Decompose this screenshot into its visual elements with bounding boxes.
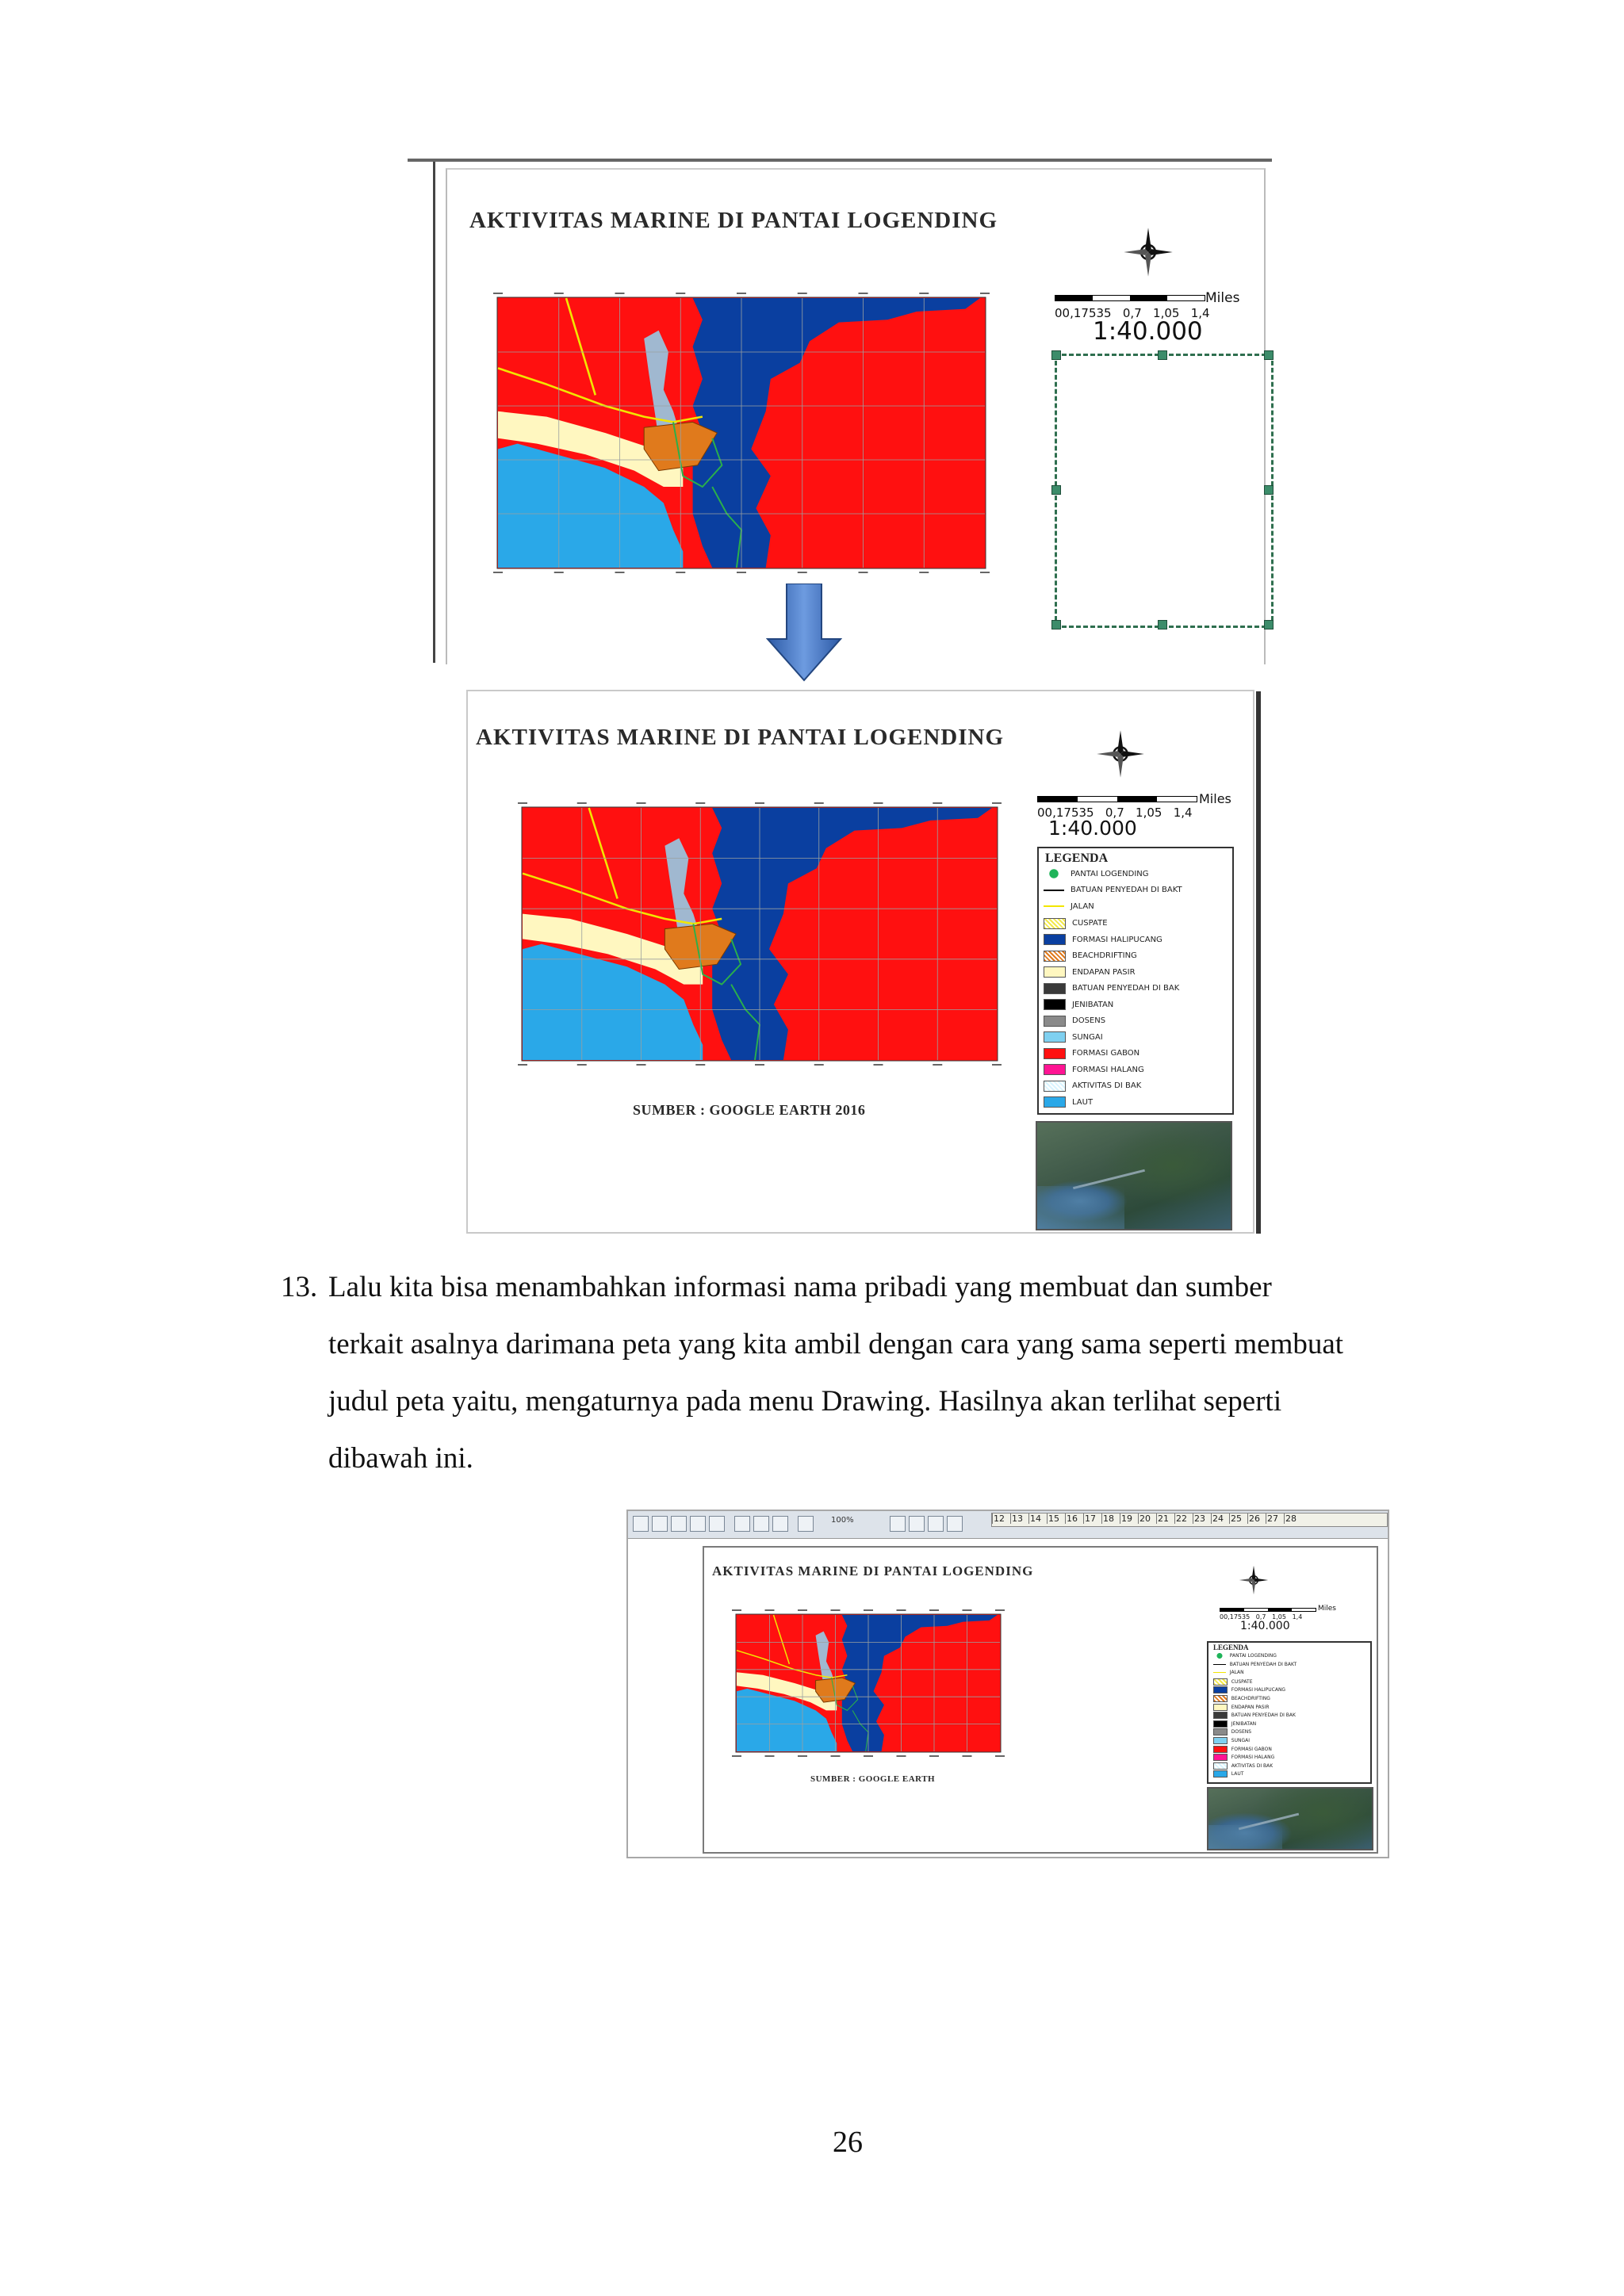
ruler-tick-label: 14 bbox=[1028, 1513, 1047, 1524]
legend-swatch bbox=[1044, 966, 1066, 978]
coordinate-tick bbox=[874, 1064, 883, 1066]
legend-item bbox=[1044, 918, 1108, 929]
coordinate-tick bbox=[615, 572, 625, 573]
tool-button[interactable] bbox=[753, 1516, 769, 1532]
legend-label: DOSENS bbox=[1072, 1016, 1106, 1025]
legend-swatch bbox=[1044, 934, 1066, 945]
legend-swatch bbox=[1213, 1754, 1228, 1761]
legend-swatch bbox=[1044, 983, 1066, 994]
coordinate-tick bbox=[798, 1609, 807, 1611]
satellite-thumbnail bbox=[1207, 1787, 1373, 1850]
coordinate-tick bbox=[919, 293, 929, 294]
scale-unit: Miles bbox=[1205, 290, 1240, 306]
map-frame bbox=[508, 793, 1012, 1075]
coordinate-tick bbox=[980, 293, 990, 294]
legend-swatch bbox=[1044, 1064, 1066, 1075]
ruler-tick-label: 21 bbox=[1156, 1513, 1174, 1524]
ruler-tick-label: 26 bbox=[1247, 1513, 1266, 1524]
coordinate-tick bbox=[831, 1609, 841, 1611]
tool-button[interactable] bbox=[890, 1516, 906, 1532]
coordinate-tick bbox=[859, 572, 868, 573]
legend-swatch bbox=[1044, 999, 1066, 1010]
coordinate-tick bbox=[737, 293, 746, 294]
coordinate-tick bbox=[577, 1064, 587, 1066]
coordinate-tick bbox=[859, 293, 868, 294]
legend-item bbox=[1044, 869, 1149, 878]
legend-swatch bbox=[1044, 1016, 1066, 1027]
paragraph-line: dibawah ini. bbox=[328, 1442, 473, 1475]
figure-screenshot bbox=[626, 1510, 1389, 1858]
satellite-thumbnail bbox=[1036, 1121, 1232, 1230]
legend-item bbox=[1213, 1770, 1243, 1777]
north-arrow-icon bbox=[1123, 227, 1174, 277]
legend-swatch bbox=[1044, 918, 1066, 929]
legend-label: FORMASI HALIPUCANG bbox=[1072, 935, 1162, 944]
legend-swatch bbox=[1213, 1662, 1226, 1667]
step-number: 13. bbox=[281, 1271, 318, 1303]
legend-item bbox=[1213, 1653, 1277, 1659]
legend-swatch bbox=[1213, 1670, 1226, 1675]
ruler-tick-label: 15 bbox=[1047, 1513, 1065, 1524]
legend-label: LAUT bbox=[1072, 1097, 1094, 1107]
legend-item bbox=[1213, 1762, 1273, 1770]
tool-button[interactable] bbox=[798, 1516, 814, 1532]
legend-item bbox=[1213, 1728, 1251, 1735]
legend-item bbox=[1044, 951, 1137, 962]
legend-label: BATUAN PENYEDAH DI BAKT bbox=[1071, 886, 1182, 894]
legend-swatch bbox=[1044, 1031, 1066, 1043]
legend-item bbox=[1213, 1704, 1270, 1711]
coordinate-tick bbox=[493, 293, 503, 294]
resize-handle-ne[interactable] bbox=[1264, 350, 1274, 360]
scale-unit: Miles bbox=[1199, 791, 1231, 806]
map-legend bbox=[1037, 847, 1234, 1115]
legend-swatch bbox=[1213, 1686, 1228, 1693]
coordinate-tick bbox=[493, 572, 503, 573]
resize-handle-se[interactable] bbox=[1264, 620, 1274, 629]
ruler-tick-label: 25 bbox=[1229, 1513, 1247, 1524]
tool-button[interactable] bbox=[633, 1516, 649, 1532]
map-title: AKTIVITAS MARINE DI PANTAI LOGENDING bbox=[476, 725, 1005, 750]
layout-view bbox=[703, 1546, 1378, 1854]
coordinate-tick bbox=[831, 1755, 841, 1757]
legend-label: CUSPATE bbox=[1072, 919, 1108, 928]
coordinate-tick bbox=[992, 1064, 1002, 1066]
coordinate-tick bbox=[963, 1609, 972, 1611]
coordinate-tick bbox=[963, 1755, 972, 1757]
ruler-tick-label: 12 bbox=[992, 1513, 1010, 1524]
legend-swatch bbox=[1044, 1096, 1066, 1108]
toolbar-edge bbox=[408, 159, 1272, 162]
layout-toolbar bbox=[628, 1511, 1388, 1539]
legend-item bbox=[1213, 1746, 1272, 1753]
coordinate-tick bbox=[637, 802, 646, 804]
scale-ratio: 1:40.000 bbox=[1093, 317, 1203, 346]
legend-item bbox=[1213, 1670, 1244, 1675]
coordinate-tick bbox=[798, 572, 807, 573]
scale-numbers: 00,17535 0,7 1,05 1,4 bbox=[1055, 306, 1210, 320]
coordinate-tick bbox=[897, 1609, 906, 1611]
legend-item bbox=[1044, 1048, 1139, 1059]
coordinate-tick bbox=[755, 1064, 764, 1066]
legend-title: LEGENDA bbox=[1045, 851, 1109, 865]
coordinate-tick bbox=[615, 293, 625, 294]
legend-swatch bbox=[1044, 869, 1064, 878]
map-legend bbox=[1207, 1641, 1372, 1784]
figure-map-final bbox=[466, 690, 1254, 1234]
legend-swatch bbox=[1213, 1770, 1228, 1777]
ruler-tick-label: 23 bbox=[1193, 1513, 1211, 1524]
coordinate-tick bbox=[995, 1755, 1005, 1757]
north-arrow-icon bbox=[1239, 1565, 1269, 1595]
tool-button[interactable] bbox=[734, 1516, 750, 1532]
coordinate-tick bbox=[765, 1755, 775, 1757]
legend-item bbox=[1213, 1737, 1250, 1744]
legend-label: BATUAN PENYEDAH DI BAKT bbox=[1229, 1661, 1297, 1667]
coordinate-tick bbox=[765, 1609, 775, 1611]
coordinate-tick bbox=[577, 802, 587, 804]
coordinate-tick bbox=[755, 802, 764, 804]
resize-handle-w[interactable] bbox=[1051, 485, 1061, 495]
legend-swatch bbox=[1213, 1678, 1228, 1686]
scale-bar bbox=[1220, 1606, 1362, 1635]
down-arrow-icon bbox=[766, 584, 842, 682]
coordinate-tick bbox=[798, 293, 807, 294]
legend-swatch bbox=[1213, 1704, 1228, 1711]
ruler-tick-label: 28 bbox=[1284, 1513, 1302, 1524]
tool-button[interactable] bbox=[928, 1516, 944, 1532]
coordinate-tick bbox=[933, 1064, 942, 1066]
ruler-tick-label: 13 bbox=[1010, 1513, 1028, 1524]
geology-map bbox=[728, 1606, 1009, 1760]
tool-button[interactable] bbox=[909, 1516, 925, 1532]
legend-item bbox=[1044, 1031, 1103, 1043]
scale-numbers: 00,17535 0,7 1,05 1,4 bbox=[1037, 806, 1193, 820]
ruler-tick-label: 18 bbox=[1101, 1513, 1120, 1524]
legend-title: LEGENDA bbox=[1213, 1644, 1249, 1651]
coordinate-tick bbox=[798, 1755, 807, 1757]
legend-item bbox=[1044, 966, 1136, 978]
coordinate-tick bbox=[929, 1755, 939, 1757]
map-title: AKTIVITAS MARINE DI PANTAI LOGENDING bbox=[469, 208, 998, 233]
coordinate-tick bbox=[992, 802, 1002, 804]
zoom-select[interactable]: 100% bbox=[831, 1516, 854, 1525]
legend-label: PANTAI LOGENDING bbox=[1071, 869, 1149, 878]
legend-swatch bbox=[1213, 1712, 1228, 1719]
map-frame bbox=[728, 1606, 1009, 1760]
legend-label: JALAN bbox=[1229, 1670, 1244, 1676]
coordinate-tick bbox=[933, 802, 942, 804]
legend-item bbox=[1044, 1096, 1093, 1108]
tool-button[interactable] bbox=[947, 1516, 963, 1532]
scale-bar bbox=[1055, 290, 1240, 346]
coordinate-tick bbox=[864, 1609, 873, 1611]
legend-label: SUNGAI bbox=[1072, 1032, 1103, 1042]
geology-map bbox=[508, 793, 1012, 1075]
coordinate-tick bbox=[980, 572, 990, 573]
coordinate-tick bbox=[637, 1064, 646, 1066]
legend-item bbox=[1213, 1695, 1270, 1702]
north-arrow-icon bbox=[1096, 729, 1145, 779]
coordinate-tick bbox=[676, 293, 685, 294]
resize-handle-e[interactable] bbox=[1264, 485, 1274, 495]
map-frame bbox=[482, 282, 1001, 584]
legend-item bbox=[1044, 1081, 1141, 1092]
legend-label: FORMASI HALIPUCANG bbox=[1231, 1687, 1286, 1693]
geology-map bbox=[482, 282, 1001, 584]
paragraph-line: terkait asalnya darimana peta yang kita ambil dengan cara yang sama seperti membuat bbox=[328, 1328, 1344, 1360]
coordinate-tick bbox=[695, 1064, 705, 1066]
legend-item bbox=[1044, 999, 1113, 1010]
paragraph-line: judul peta yaitu, mengaturnya pada menu Drawing. Hasilnya akan terlihat seperti bbox=[328, 1385, 1282, 1418]
legend-label: SUNGAI bbox=[1231, 1738, 1251, 1743]
paragraph-line: Lalu kita bisa menambahkan informasi nama pribadi yang membuat dan sumber bbox=[328, 1271, 1272, 1303]
legend-label: FORMASI HALANG bbox=[1072, 1065, 1144, 1074]
legend-label: JENIBATAN bbox=[1231, 1720, 1257, 1727]
ruler-tick-label: 16 bbox=[1065, 1513, 1083, 1524]
legend-item bbox=[1044, 1064, 1144, 1075]
legend-item bbox=[1044, 983, 1179, 994]
coordinate-tick bbox=[518, 802, 527, 804]
scale-ratio: 1:40.000 bbox=[1048, 817, 1137, 840]
legend-label: FORMASI GABON bbox=[1072, 1049, 1140, 1058]
coordinate-tick bbox=[554, 572, 564, 573]
window-edge bbox=[1256, 691, 1261, 1234]
resize-handle-sw[interactable] bbox=[1051, 620, 1061, 629]
legend-label: BATUAN PENYEDAH DI BAK bbox=[1231, 1712, 1296, 1719]
legend-label: BEACHDRIFTING bbox=[1231, 1696, 1270, 1701]
coordinate-tick bbox=[929, 1609, 939, 1611]
legend-item bbox=[1213, 1754, 1274, 1761]
horizontal-ruler bbox=[991, 1513, 1388, 1527]
tool-button[interactable] bbox=[671, 1516, 687, 1532]
legend-label: BATUAN PENYEDAH DI BAK bbox=[1072, 984, 1180, 993]
coordinate-tick bbox=[732, 1609, 741, 1611]
map-source: SUMBER : GOOGLE EARTH 2016 bbox=[633, 1102, 866, 1118]
tool-button[interactable] bbox=[652, 1516, 668, 1532]
legend-item bbox=[1044, 1016, 1105, 1027]
tool-button[interactable] bbox=[709, 1516, 725, 1532]
legend-label: AKTIVITAS DI BAK bbox=[1231, 1762, 1274, 1769]
legend-item bbox=[1213, 1720, 1256, 1728]
resize-handle-s[interactable] bbox=[1158, 620, 1167, 629]
map-source: SUMBER : GOOGLE EARTH bbox=[810, 1774, 936, 1784]
legend-swatch bbox=[1213, 1762, 1228, 1770]
legend-label: PANTAI LOGENDING bbox=[1229, 1653, 1277, 1659]
scale-numbers: 00,17535 0,7 1,05 1,4 bbox=[1220, 1613, 1303, 1621]
coordinate-tick bbox=[864, 1755, 873, 1757]
legend-swatch bbox=[1213, 1746, 1228, 1753]
map-title: AKTIVITAS MARINE DI PANTAI LOGENDING bbox=[712, 1563, 1034, 1578]
legend-swatch bbox=[1213, 1720, 1228, 1728]
ruler-tick-label: 19 bbox=[1120, 1513, 1138, 1524]
tool-button[interactable] bbox=[690, 1516, 706, 1532]
window-edge bbox=[433, 162, 435, 663]
ruler-tick-label: 17 bbox=[1083, 1513, 1101, 1524]
legend-label: AKTIVITAS DI BAK bbox=[1072, 1081, 1142, 1090]
coordinate-tick bbox=[995, 1609, 1005, 1611]
coordinate-tick bbox=[518, 1064, 527, 1066]
coordinate-tick bbox=[897, 1755, 906, 1757]
legend-swatch bbox=[1213, 1653, 1226, 1659]
legend-label: LAUT bbox=[1231, 1771, 1244, 1777]
ruler-tick-label: 22 bbox=[1174, 1513, 1193, 1524]
coordinate-tick bbox=[554, 293, 564, 294]
coordinate-tick bbox=[695, 802, 705, 804]
coordinate-tick bbox=[874, 802, 883, 804]
ruler-tick-label: 24 bbox=[1211, 1513, 1229, 1524]
map-layout-page bbox=[446, 168, 1266, 664]
legend-swatch bbox=[1044, 901, 1064, 911]
page-number: 26 bbox=[833, 2126, 863, 2159]
legend-label: JALAN bbox=[1071, 901, 1094, 911]
scale-unit: Miles bbox=[1318, 1605, 1336, 1613]
legend-label: FORMASI GABON bbox=[1231, 1746, 1272, 1752]
legend-swatch bbox=[1044, 1048, 1066, 1059]
legend-selection-box[interactable] bbox=[1055, 354, 1274, 628]
legend-label: ENDAPAN PASIR bbox=[1231, 1704, 1270, 1710]
legend-swatch bbox=[1213, 1737, 1228, 1744]
ruler-tick-label: 27 bbox=[1266, 1513, 1284, 1524]
legend-item bbox=[1213, 1662, 1297, 1667]
legend-swatch bbox=[1213, 1728, 1228, 1735]
scale-ratio: 1:40.000 bbox=[1240, 1620, 1290, 1632]
tool-button[interactable] bbox=[772, 1516, 788, 1532]
ruler-tick-label: 20 bbox=[1138, 1513, 1156, 1524]
coordinate-tick bbox=[737, 572, 746, 573]
legend-item bbox=[1044, 934, 1162, 945]
coordinate-tick bbox=[814, 802, 824, 804]
legend-item bbox=[1044, 901, 1094, 911]
legend-label: JENIBATAN bbox=[1072, 1000, 1114, 1009]
resize-handle-nw[interactable] bbox=[1051, 350, 1061, 360]
legend-swatch bbox=[1044, 886, 1064, 895]
legend-swatch bbox=[1213, 1695, 1228, 1702]
legend-item bbox=[1213, 1678, 1253, 1686]
coordinate-tick bbox=[732, 1755, 741, 1757]
legend-item bbox=[1044, 886, 1182, 895]
coordinate-tick bbox=[814, 1064, 824, 1066]
resize-handle-n[interactable] bbox=[1158, 350, 1167, 360]
legend-label: DOSENS bbox=[1231, 1729, 1252, 1735]
legend-swatch bbox=[1044, 951, 1066, 962]
legend-label: CUSPATE bbox=[1231, 1678, 1253, 1685]
legend-label: FORMASI HALANG bbox=[1231, 1755, 1275, 1761]
legend-swatch bbox=[1044, 1081, 1066, 1092]
coordinate-tick bbox=[676, 572, 685, 573]
legend-label: ENDAPAN PASIR bbox=[1072, 967, 1136, 977]
coordinate-tick bbox=[919, 572, 929, 573]
scale-bar bbox=[1037, 791, 1231, 847]
step-13-paragraph bbox=[0, 1259, 1624, 1497]
legend-item bbox=[1213, 1686, 1285, 1693]
legend-label: BEACHDRIFTING bbox=[1072, 951, 1137, 960]
legend-item bbox=[1213, 1712, 1296, 1719]
